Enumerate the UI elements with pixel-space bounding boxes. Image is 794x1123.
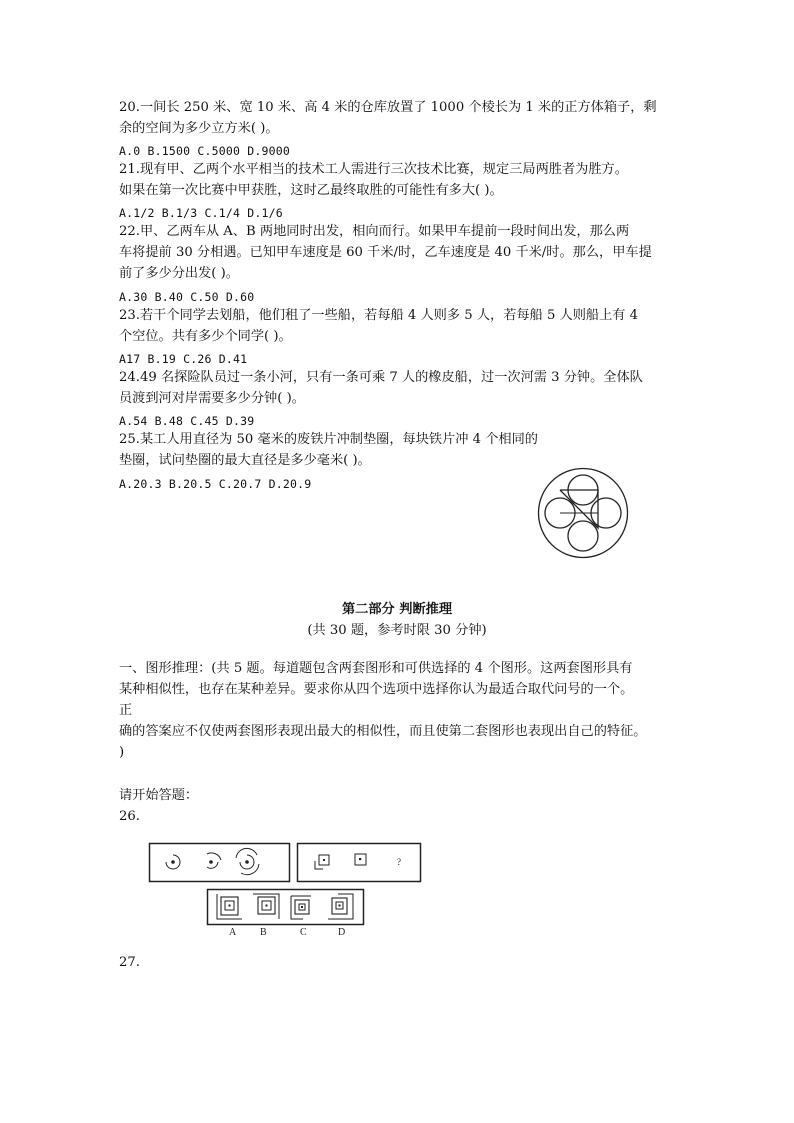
q26-set1-frame: [150, 844, 290, 882]
section-subtitle: (共 30 题，参考时限 30 分钟): [307, 623, 487, 638]
q26-set1-fig3: [236, 848, 259, 874]
q26-option-label-d: D: [338, 927, 346, 938]
q25-line2: 垫圈，试问垫圈的最大直径是多少毫米( )。: [119, 453, 371, 468]
q21-options: A.1/2 B.1/3 C.1/4 D.1/6: [119, 206, 283, 220]
q24-line1: 24.49 名探险队员过一条小河，只有一条可乘 7 人的橡皮船，过一次河需 3 分钟。全体队: [119, 370, 643, 385]
instructions-line4: 确的答案应不仅使两套图形表现出最大的相似性，而且使第二套图形也表现出自己的特征。: [119, 724, 647, 739]
q24-options: A.54 B.48 C.45 D.39: [119, 414, 255, 428]
triangle-guide: [560, 490, 598, 528]
instructions-line2: 某种相似性，也存在某种差异。要求你从四个选项中选择你认为最适合取代问号的一个。: [119, 682, 634, 697]
q21-line2: 如果在第一次比赛中甲获胜，这时乙最终取胜的可能性有多大( )。: [119, 183, 503, 198]
q26-set2-fig1: [315, 855, 329, 869]
instructions-line1: 一、图形推理：(共 5 题。每道题包含两套图形和可供选择的 4 个图形。这两套图形具有: [119, 661, 633, 676]
q20-options: A.0 B.1500 C.5000 D.9000: [119, 144, 290, 158]
q23-line2: 个空位。共有多少个同学( )。: [119, 329, 292, 344]
q23-line1: 23.若干个同学去划船，他们租了一些船，若每船 4 人则多 5 人，若每船 5 人则船上有 4: [119, 308, 639, 323]
q26-set1-fig2: [207, 853, 221, 868]
q23-options: A17 B.19 C.26 D.41: [119, 352, 248, 366]
q26-option-b: [253, 894, 279, 919]
q22-options: A.30 B.40 C.50 D.60: [119, 290, 255, 304]
q22-line1: 22.甲、乙两车从 A、B 两地同时出发，相向而行。如果甲车提前一段时间出发，那么两: [119, 224, 630, 239]
q26-option-label-c: C: [300, 927, 307, 938]
q22-line3: 前了多少分出发( )。: [119, 266, 239, 281]
q26-figure: [145, 840, 425, 940]
washer-bottom: [568, 521, 598, 551]
q22-line2: 车将提前 30 分相遇。已知甲车速度是 60 千米/时，乙车速度是 40 千米/时。那么，甲车提: [119, 245, 652, 260]
q26-option-a: [217, 894, 242, 919]
q21-line1: 21.现有甲、乙两个水平相当的技术工人需进行三次技术比赛，规定三局两胜者为胜方。: [119, 162, 628, 177]
washer-figure: [536, 466, 630, 560]
q26-set1-fig1: [166, 855, 180, 869]
q26-option-c: [291, 896, 311, 919]
q25-options: A.20.3 B.20.5 C.20.7 D.20.9: [119, 477, 312, 491]
q20-line2: 余的空间为多少立方米( )。: [119, 121, 279, 136]
q26-option-d: [328, 894, 353, 919]
instructions-line5: ): [119, 745, 125, 760]
start-prompt: 请开始答题：: [119, 788, 199, 803]
q26-number: 26.: [119, 809, 140, 824]
instructions-line3: 正: [119, 703, 133, 718]
q27-number: 27.: [119, 955, 140, 970]
section-title: 第二部分 判断推理: [341, 602, 453, 617]
q26-question-mark: ?: [397, 857, 401, 867]
q24-line2: 员渡到河对岸需要多少分钟( )。: [119, 391, 305, 406]
q26-option-label-b: B: [260, 927, 267, 938]
q26-set2-fig2: [355, 854, 366, 865]
q26-option-label-a: A: [229, 927, 237, 938]
q26-set2-frame: [298, 844, 421, 882]
q20-line1: 20.一间长 250 米、宽 10 米、高 4 米的仓库放置了 1000 个棱长为 1 米的正方体箱子，剩: [119, 100, 657, 115]
q25-line1: 25.某工人用直径为 50 毫米的废铁片冲制垫圈，每块铁片冲 4 个相同的: [119, 432, 538, 447]
